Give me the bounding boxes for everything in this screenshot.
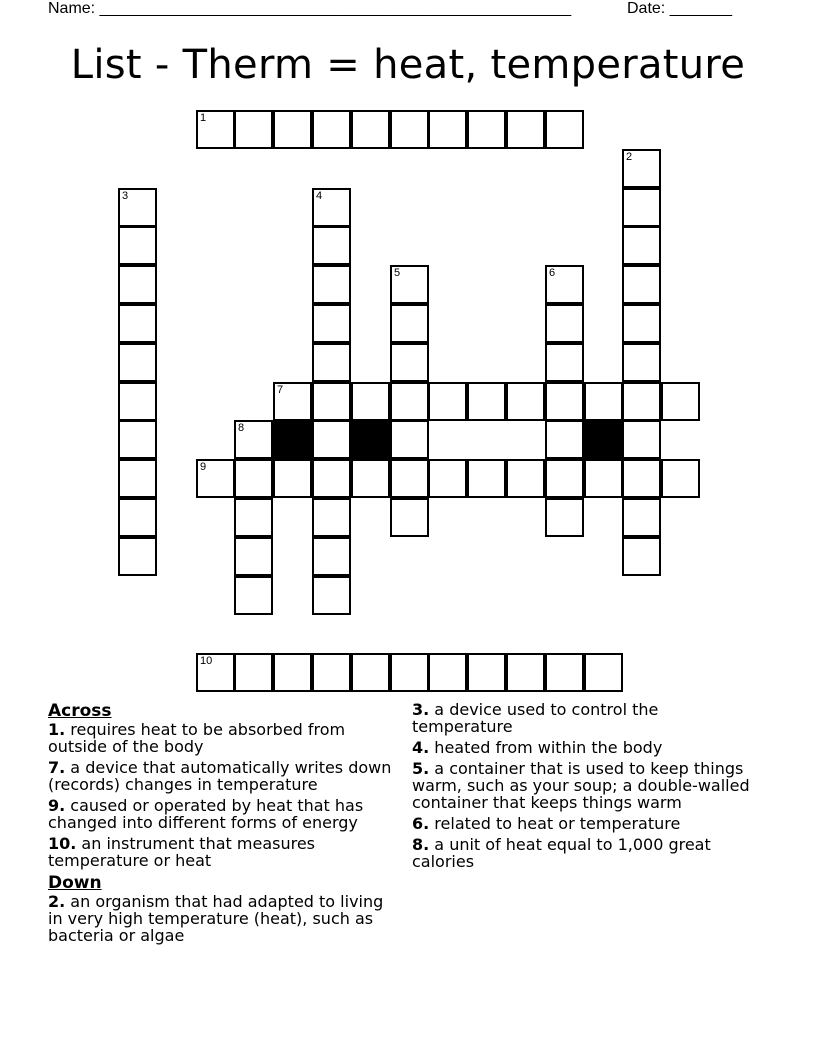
grid-cell[interactable] — [312, 265, 351, 304]
grid-cell[interactable] — [506, 382, 545, 421]
grid-cell[interactable] — [390, 420, 429, 459]
grid-cell[interactable] — [196, 459, 235, 498]
grid-block — [351, 420, 390, 459]
grid-cell[interactable] — [506, 110, 545, 149]
grid-cell[interactable] — [312, 459, 351, 498]
grid-cell[interactable] — [622, 459, 661, 498]
grid-cell[interactable] — [506, 459, 545, 498]
grid-cell[interactable] — [545, 110, 584, 149]
grid-cell[interactable] — [545, 343, 584, 382]
grid-cell[interactable] — [118, 382, 157, 421]
clue-item — [412, 815, 752, 832]
grid-cell[interactable] — [118, 265, 157, 304]
clue-item — [48, 835, 398, 869]
clue-number-label: 5. — [412, 759, 430, 778]
grid-cell[interactable] — [351, 459, 390, 498]
grid-cell[interactable] — [545, 420, 584, 459]
grid-cell[interactable] — [351, 110, 390, 149]
clues-column-left — [48, 701, 398, 948]
clue-number: 10 — [200, 655, 213, 667]
grid-cell[interactable] — [118, 537, 157, 576]
grid-cell[interactable] — [661, 382, 700, 421]
grid-cell[interactable] — [545, 382, 584, 421]
clue-number-label: 6. — [412, 814, 430, 833]
grid-cell[interactable] — [196, 653, 235, 692]
grid-cell[interactable] — [118, 459, 157, 498]
grid-cell[interactable] — [428, 459, 467, 498]
section-heading-across: Across — [48, 701, 112, 721]
grid-cell[interactable] — [118, 498, 157, 537]
grid-cell[interactable] — [390, 382, 429, 421]
clue-item — [48, 759, 398, 793]
clue-text: related to heat or temperature — [429, 814, 681, 833]
clue-number: 8 — [238, 422, 245, 434]
grid-cell[interactable] — [622, 226, 661, 265]
grid-block — [584, 420, 623, 459]
grid-cell[interactable] — [545, 459, 584, 498]
grid-cell[interactable] — [584, 653, 623, 692]
grid-cell[interactable] — [584, 382, 623, 421]
clue-number: 7 — [277, 384, 284, 396]
grid-cell[interactable] — [234, 576, 273, 615]
clue-number: 1 — [200, 112, 207, 124]
clue-item — [48, 797, 398, 831]
clues-column-right — [412, 701, 752, 874]
clue-number-label: 3. — [412, 700, 430, 719]
clue-text: a unit of heat equal to 1,000 great calories — [412, 835, 711, 871]
clue-text: caused or operated by heat that has changed into different forms of energy — [48, 796, 364, 832]
grid-cell[interactable] — [622, 265, 661, 304]
grid-cell[interactable] — [234, 110, 273, 149]
grid-cell[interactable] — [390, 304, 429, 343]
clue-number-label: 9. — [48, 796, 66, 815]
clue-number-label: 2. — [48, 892, 66, 911]
grid-cell[interactable] — [622, 304, 661, 343]
grid-block — [273, 420, 312, 459]
grid-cell[interactable] — [118, 226, 157, 265]
grid-cell[interactable] — [234, 459, 273, 498]
clue-text: an organism that had adapted to living in very high temperature (heat), such as bacteria or algae — [48, 892, 384, 945]
clue-text: a device used to control the temperature — [412, 700, 659, 736]
grid-cell[interactable] — [390, 498, 429, 537]
grid-cell[interactable] — [273, 653, 312, 692]
grid-cell[interactable] — [234, 498, 273, 537]
grid-cell[interactable] — [545, 498, 584, 537]
grid-cell[interactable] — [196, 110, 235, 149]
grid-cell[interactable] — [622, 498, 661, 537]
grid-cell[interactable] — [312, 343, 351, 382]
clue-text: a device that automatically writes down (records) changes in temperature — [48, 758, 392, 794]
clue-item — [48, 721, 398, 755]
grid-cell[interactable] — [312, 498, 351, 537]
clue-number: 6 — [549, 267, 556, 279]
clue-item — [412, 760, 752, 811]
clue-number-label: 4. — [412, 738, 430, 757]
grid-cell[interactable] — [622, 149, 661, 188]
grid-cell[interactable] — [467, 382, 506, 421]
clue-text: an instrument that measures temperature or heat — [48, 834, 315, 870]
grid-cell[interactable] — [118, 304, 157, 343]
grid-cell[interactable] — [312, 188, 351, 227]
clue-number-label: 10. — [48, 834, 77, 853]
grid-cell[interactable] — [351, 382, 390, 421]
clue-text: requires heat to be absorbed from outside of the body — [48, 720, 346, 756]
grid-cell[interactable] — [390, 653, 429, 692]
grid-cell[interactable] — [467, 110, 506, 149]
grid-cell[interactable] — [545, 304, 584, 343]
grid-cell[interactable] — [622, 420, 661, 459]
grid-cell[interactable] — [622, 343, 661, 382]
grid-cell[interactable] — [545, 653, 584, 692]
grid-cell[interactable] — [506, 653, 545, 692]
grid-cell[interactable] — [390, 110, 429, 149]
grid-cell[interactable] — [312, 653, 351, 692]
clue-number-label: 8. — [412, 835, 430, 854]
clue-item — [48, 893, 398, 944]
grid-cell[interactable] — [390, 459, 429, 498]
section-heading-down: Down — [48, 873, 102, 893]
clue-number: 9 — [200, 461, 207, 473]
clue-item — [412, 739, 752, 756]
clue-number: 2 — [626, 151, 633, 163]
grid-cell[interactable] — [428, 382, 467, 421]
grid-cell[interactable] — [118, 343, 157, 382]
grid-cell[interactable] — [545, 265, 584, 304]
grid-cell[interactable] — [351, 653, 390, 692]
grid-cell[interactable] — [273, 382, 312, 421]
grid-cell[interactable] — [118, 420, 157, 459]
clue-number-label: 1. — [48, 720, 66, 739]
clue-item — [412, 836, 752, 870]
grid-cell[interactable] — [467, 653, 506, 692]
grid-cell[interactable] — [312, 110, 351, 149]
grid-cell[interactable] — [234, 653, 273, 692]
clue-text: heated from within the body — [429, 738, 663, 757]
grid-cell[interactable] — [622, 382, 661, 421]
grid-cell[interactable] — [312, 420, 351, 459]
clue-number: 3 — [122, 190, 129, 202]
grid-cell[interactable] — [622, 537, 661, 576]
clue-text: a container that is used to keep things warm, such as your soup; a double-walled container that keeps things warm — [412, 759, 750, 812]
clue-number: 4 — [316, 190, 323, 202]
grid-cell[interactable] — [312, 226, 351, 265]
grid-cell[interactable] — [584, 459, 623, 498]
clue-item — [412, 701, 752, 735]
grid-cell[interactable] — [428, 653, 467, 692]
grid-cell[interactable] — [312, 537, 351, 576]
date-field[interactable]: Date: _______ — [627, 0, 732, 17]
grid-cell[interactable] — [467, 459, 506, 498]
grid-cell[interactable] — [312, 576, 351, 615]
grid-cell[interactable] — [390, 265, 429, 304]
clue-number-label: 7. — [48, 758, 66, 777]
grid-cell[interactable] — [661, 459, 700, 498]
grid-cell[interactable] — [390, 343, 429, 382]
grid-cell[interactable] — [428, 110, 467, 149]
name-field[interactable]: Name: _____________________________________________________ — [48, 0, 572, 17]
grid-cell[interactable] — [312, 382, 351, 421]
grid-cell[interactable] — [234, 537, 273, 576]
page-title: List - Therm = heat, temperature — [70, 42, 746, 88]
grid-cell[interactable] — [273, 110, 312, 149]
grid-cell[interactable] — [234, 420, 273, 459]
grid-cell[interactable] — [312, 304, 351, 343]
grid-cell[interactable] — [622, 188, 661, 227]
clue-number: 5 — [394, 267, 401, 279]
grid-cell[interactable] — [273, 459, 312, 498]
grid-cell[interactable] — [118, 188, 157, 227]
